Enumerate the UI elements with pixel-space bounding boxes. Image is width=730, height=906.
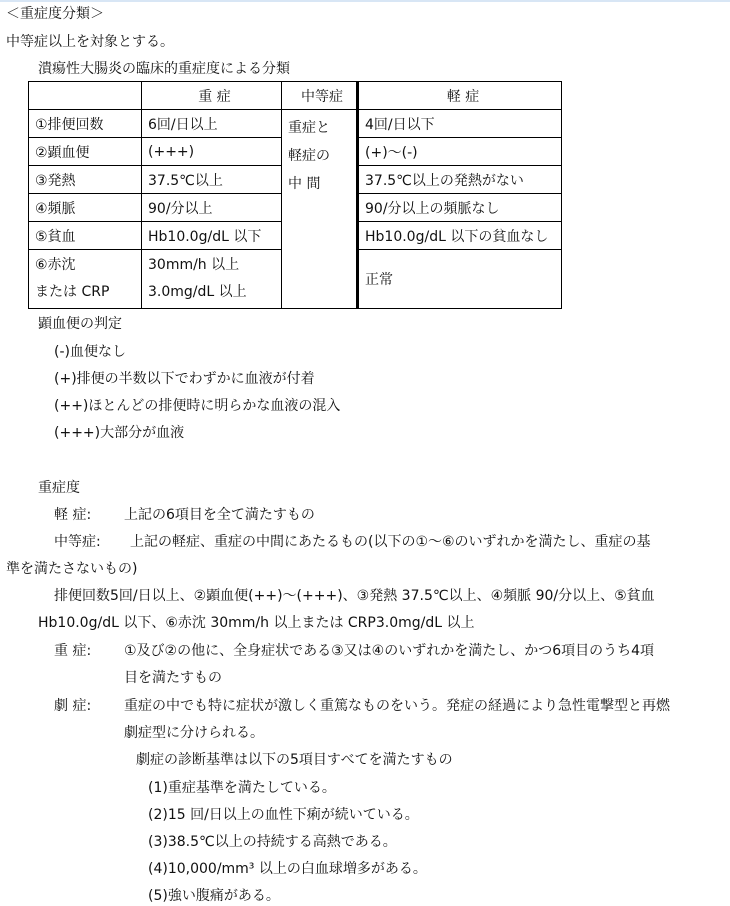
row-severe: (+++) [142,138,282,166]
row-mild: 90/分以上の頻脈なし [358,194,562,222]
mild-label: 軽 症: [54,507,92,523]
fulminant-criterion: (5)強い腹痛がある。 [148,888,280,904]
header-severe: 重 症 [142,82,282,110]
moderate-label: 中等症: [54,534,101,550]
severity-title: 重症度 [38,480,80,496]
fulminant-criterion: (4)10,000/mm³ 以上の白血球増多がある。 [148,861,427,877]
row-item: ①排便回数 [29,110,142,138]
moderate-text-1: 重症と [288,120,330,136]
blood-item: (++)ほとんどの排便時に明らかな血液の混入 [54,398,341,414]
row-severe-line-2: 3.0mg/dL 以上 [148,284,247,300]
row-severe-line-1: 30mm/h 以上 [148,257,240,273]
row-mild: 4回/日以下 [358,110,562,138]
row-severe: 90/分以上 [142,194,282,222]
table-row [29,110,562,138]
fulminant-criteria-title: 劇症の診断基準は以下の5項目すべてを満たすもの [136,752,453,768]
moderate-text-2: 準を満たさないもの) [6,561,138,577]
fulminant-text-2: 劇症型に分けられる。 [124,725,264,741]
row-item: ②顕血便 [29,138,142,166]
top-border [0,0,730,2]
fulminant-label: 劇 症: [54,698,92,714]
row-item-line-2: または CRP [35,284,110,300]
header-mild: 軽 症 [358,82,562,110]
moderate-text-2: 軽症の [288,148,330,164]
blood-title: 顕血便の判定 [38,316,122,332]
row-item-line-1: ⑥赤沈 [35,257,76,273]
severe-text-2: 目を満たすもの [124,670,222,686]
row-item [29,250,142,309]
row-severe: 6回/日以上 [142,110,282,138]
severe-label: 重 症: [54,643,92,659]
fulminant-criterion: (1)重症基準を満たしている。 [148,780,336,796]
moderate-text-1: 上記の軽症、重症の中間にあたるもの(以下の①～⑥のいずれかを満たし、重症の基 [130,534,651,550]
moderate-cell [282,110,358,309]
row-item: ⑤貧血 [29,222,142,250]
moderate-text-3: 中 間 [288,176,321,192]
subject-line: 中等症以上を対象とする。 [6,34,174,50]
fulminant-criterion: (3)38.5℃以上の持続する高熱である。 [148,834,397,850]
header-moderate: 中等症 [282,82,358,110]
row-item: ④頻脈 [29,194,142,222]
mild-text: 上記の6項目を全て満たすもの [124,507,315,523]
severity-table [28,81,562,309]
blood-item: (+++)大部分が血液 [54,425,185,441]
section-heading: ＜重症度分類＞ [6,6,104,22]
fulminant-criterion: (2)15 回/日以上の血性下痢が続いている。 [148,807,419,823]
table-header-row [29,82,562,110]
fulminant-text-1: 重症の中でも特に症状が激しく重篤なものをいう。発症の経過により急性電撃型と再燃 [124,698,670,714]
header-item [29,82,142,110]
severe-text-1: ①及び②の他に、全身症状である③又は④のいずれかを満たし、かつ6項目のうち4項 [124,643,655,659]
row-severe [142,250,282,309]
row-severe: Hb10.0g/dL 以下 [142,222,282,250]
row-mild: Hb10.0g/dL 以下の貧血なし [358,222,562,250]
blood-item: (-)血便なし [54,344,126,360]
row-item: ③発熱 [29,166,142,194]
moderate-criteria-1: 排便回数5回/日以上、②顕血便(++)～(+++)、③発熱 37.5℃以上、④頻脈 90/分以上、⑤貧血 [54,588,655,604]
row-severe: 37.5℃以上 [142,166,282,194]
row-mild: 37.5℃以上の発熱がない [358,166,562,194]
row-mild: 正常 [358,250,562,309]
row-mild: (+)～(-) [358,138,562,166]
table-title: 潰瘍性大腸炎の臨床的重症度による分類 [38,61,290,77]
blood-item: (+)排便の半数以下でわずかに血液が付着 [54,371,315,387]
moderate-criteria-2: Hb10.0g/dL 以下、⑥赤沈 30mm/h 以上または CRP3.0mg/dL 以上 [38,615,475,631]
